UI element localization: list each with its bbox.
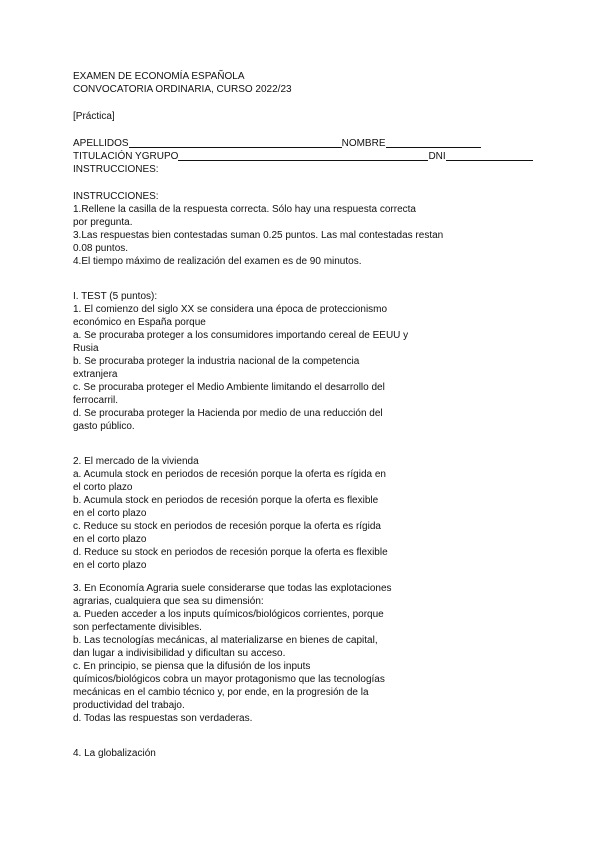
apellidos-label: APELLIDOS <box>73 138 129 149</box>
question-4 <box>73 747 533 760</box>
option-c[interactable]: c. Se procuraba proteger el Medio Ambiente limitando el desarrollo del <box>73 382 385 393</box>
option-line: Rusia <box>73 343 99 354</box>
option-c[interactable]: c. Reduce su stock en periodos de recesión porque la oferta es rígida <box>73 521 381 532</box>
question-3 <box>73 582 533 725</box>
test-heading: I. TEST (5 puntos): <box>73 291 158 302</box>
question-line: agrarias, cualquiera que sea su dimensión: <box>73 596 264 607</box>
question-line: 2. El mercado de la vivienda <box>73 456 199 467</box>
question-line: 4. La globalización <box>73 748 156 759</box>
titulacion-field[interactable] <box>178 150 428 161</box>
titulacion-dni-row <box>73 150 533 163</box>
option-c[interactable]: c. En principio, se piensa que la difusión de los inputs <box>73 661 311 672</box>
option-line: dan lugar a indivisibilidad y dificultan su acceso. <box>73 648 286 659</box>
option-line: productividad del trabajo. <box>73 700 185 711</box>
option-b[interactable]: b. Las tecnologías mecánicas, al materializarse en bienes de capital, <box>73 635 378 646</box>
dni-field[interactable] <box>446 150 533 161</box>
option-line: son perfectamente divisibles. <box>73 622 202 633</box>
instructions-block <box>73 190 533 268</box>
option-a[interactable]: a. Pueden acceder a los inputs químicos/biológicos corrientes, porque <box>73 609 384 620</box>
instruction-line: 4.El tiempo máximo de realización del examen es de 90 minutos. <box>73 256 362 267</box>
question-1 <box>73 303 533 433</box>
dni-label: DNI <box>428 151 446 162</box>
option-line: mecánicas en el cambio técnico y, por ende, en la progresión de la <box>73 687 369 698</box>
instruction-line: 0.08 puntos. <box>73 243 129 254</box>
titulacion-label: TITULACIÓN YGRUPO <box>73 151 179 162</box>
option-line: gasto público. <box>73 421 135 432</box>
nombre-label: NOMBRE <box>341 138 386 149</box>
question-line: 3. En Economía Agraria suele considerarse que todas las explotaciones <box>73 583 392 594</box>
nombre-field[interactable] <box>386 137 481 148</box>
option-a[interactable]: a. Se procuraba proteger a los consumidores importando cereal de EEUU y <box>73 330 409 341</box>
option-line: extranjera <box>73 369 118 380</box>
question-line: 1. El comienzo del siglo XX se considera una época de proteccionismo <box>73 304 388 315</box>
option-a[interactable]: a. Acumula stock en periodos de recesión porque la oferta es rígida en <box>73 469 386 480</box>
option-d[interactable]: d. Reduce su stock en periodos de recesión porque la oferta es flexible <box>73 547 388 558</box>
option-line: ferrocarril. <box>73 395 119 406</box>
option-line: en el corto plazo <box>73 560 147 571</box>
option-line: el corto plazo <box>73 482 133 493</box>
apellidos-nombre-row <box>73 137 533 150</box>
instruction-line: 3.Las respuestas bien contestadas suman 0.25 puntos. Las mal contestadas restan <box>73 230 444 241</box>
option-line: en el corto plazo <box>73 508 147 519</box>
instructions-heading: INSTRUCCIONES: <box>73 191 159 202</box>
question-2 <box>73 455 533 572</box>
option-line: químicos/biológicos cobra un mayor protagonismo que las tecnologías <box>73 674 385 685</box>
exam-title: EXAMEN DE ECONOMÍA ESPAÑOLA <box>73 71 245 82</box>
instruction-line: por pregunta. <box>73 217 133 228</box>
exam-session: CONVOCATORIA ORDINARIA, CURSO 2022/23 <box>73 84 292 95</box>
option-d[interactable]: d. Todas las respuestas son verdaderas. <box>73 713 253 724</box>
option-b[interactable]: b. Se procuraba proteger la industria nacional de la competencia <box>73 356 360 367</box>
instruction-line: 1.Rellene la casilla de la respuesta correcta. Sólo hay una respuesta correcta <box>73 204 416 215</box>
option-line: en el corto plazo <box>73 534 147 545</box>
exam-page <box>73 70 533 760</box>
apellidos-field[interactable] <box>129 137 342 148</box>
exam-tag: [Práctica] <box>73 111 115 122</box>
instrucciones-label: INSTRUCCIONES: <box>73 164 159 175</box>
option-b[interactable]: b. Acumula stock en periodos de recesión porque la oferta es flexible <box>73 495 379 506</box>
option-d[interactable]: d. Se procuraba proteger la Hacienda por medio de una reducción del <box>73 408 383 419</box>
question-line: económico en España porque <box>73 317 206 328</box>
